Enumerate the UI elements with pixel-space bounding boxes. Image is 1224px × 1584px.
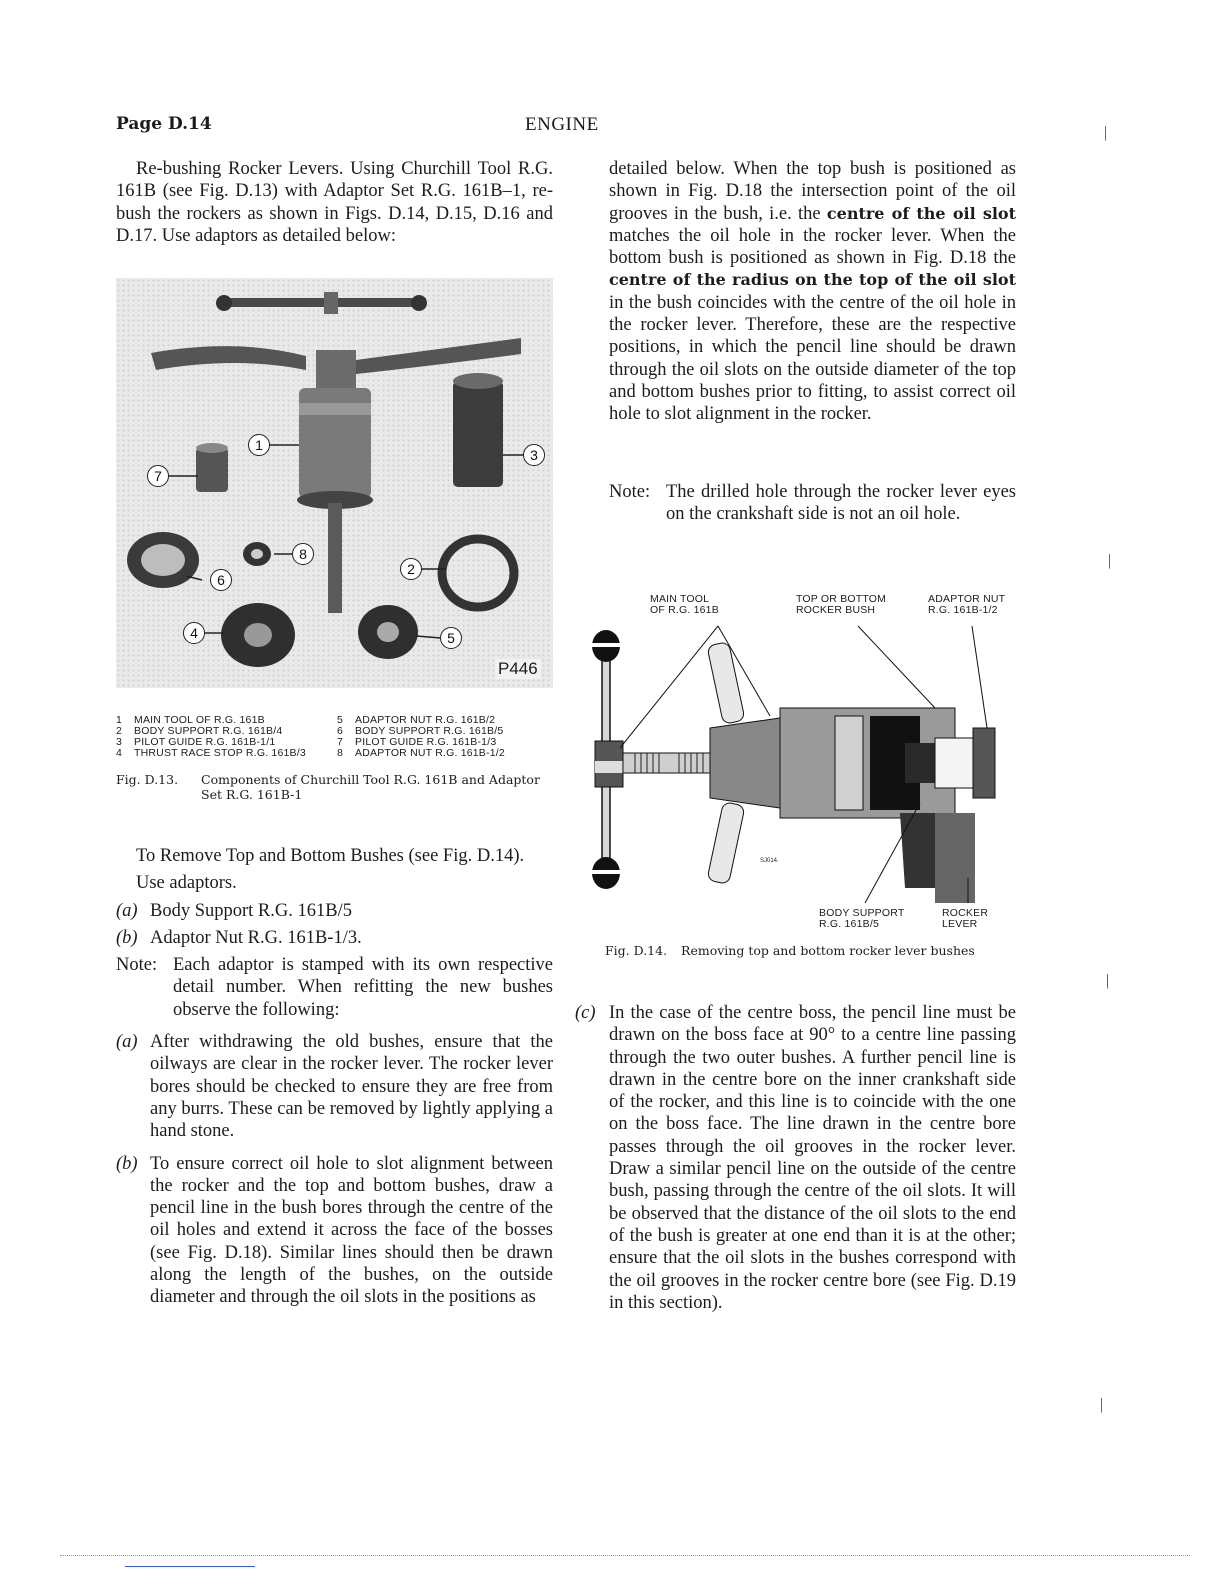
- bottom-blue-rule: [125, 1566, 255, 1567]
- intro-heading: Re-bushing Rocker Levers.: [136, 159, 344, 179]
- right-note-label: Note:: [609, 482, 651, 502]
- callout-6: 6: [210, 569, 232, 591]
- legend-text: MAIN TOOL OF R.G. 161B: [134, 714, 265, 726]
- callout-3: 3: [523, 444, 545, 466]
- callout-2: 2: [400, 558, 422, 580]
- legend-num: 3: [116, 736, 123, 748]
- use-adaptors: Use adaptors.: [136, 873, 237, 894]
- legend-text: ADAPTOR NUT R.G. 161B/2: [355, 714, 496, 726]
- label-rocker-bush-line2: ROCKER BUSH: [796, 604, 876, 616]
- step-c: [575, 1002, 1016, 1314]
- fig-d14-caption-text: Removing top and bottom rocker lever bushes: [681, 943, 975, 958]
- legend-num: 4: [116, 747, 123, 759]
- page-number: Page D.14: [116, 114, 212, 134]
- para1-bold-2: centre of the radius on the top of the oil slot: [609, 270, 1016, 290]
- legend-text: PILOT GUIDE R.G. 161B-1/3: [355, 736, 497, 748]
- legend-text: PILOT GUIDE R.G. 161B-1/1: [134, 736, 276, 748]
- para1-bold-1: centre of the oil slot: [826, 203, 1016, 223]
- right-note-text: The drilled hole through the rocker lever eyes on the crankshaft side is not an oil hole.: [666, 482, 1016, 525]
- legend-num: 6: [337, 725, 344, 737]
- right-note-para: [609, 481, 1016, 526]
- bottom-rule: [60, 1555, 1190, 1556]
- legend-num: 2: [116, 725, 123, 737]
- legend-text: ADAPTOR NUT R.G. 161B-1/2: [355, 747, 505, 759]
- fig-d13-ref: P446: [495, 659, 541, 679]
- step-b-label: (b): [116, 1153, 138, 1174]
- legend-text: THRUST RACE STOP R.G. 161B/3: [134, 747, 306, 759]
- right-note: [609, 481, 1016, 526]
- fig-d14-drawing: [575, 588, 1025, 933]
- legend-num: 5: [337, 714, 344, 726]
- fig-d13-caption-text: Components of Churchill Tool R.G. 161B and Adaptor Set R.G. 161B-1: [201, 772, 540, 802]
- step-a-text: After withdrawing the old bushes, ensure that the oilways are clear in the rocker lever. The rocker lever bores should be checked to ensure they are free from any burrs. These can be removed by lightly applying a hand stone.: [150, 1032, 553, 1142]
- fig-d14: [575, 588, 1025, 933]
- para1-part-c: matches the oil hole in the rocker lever. When the bottom bush is positioned as shown in Fig. D.18 the: [609, 225, 1016, 269]
- adaptor-b: [116, 927, 553, 949]
- adaptor-a-label: (a): [116, 900, 138, 921]
- fig-d14-ref: SJ014.: [760, 858, 779, 864]
- callout-8: 8: [292, 543, 314, 565]
- right-paragraph: [609, 158, 1016, 426]
- callout-1: 1: [248, 434, 270, 456]
- step-b: [116, 1153, 553, 1309]
- label-body-support: [819, 908, 904, 930]
- label-adaptor-nut-line1: ADAPTOR NUT: [928, 593, 1006, 605]
- remove-note: [116, 954, 553, 1021]
- callout-5: 5: [440, 627, 462, 649]
- remove-note-text: Each adaptor is stamped with its own respective detail number. When refitting the new bushes observe the following:: [173, 955, 553, 1020]
- label-rocker-bush-line1: TOP OR BOTTOM: [796, 593, 887, 605]
- label-adaptor-nut-line2: R.G. 161B-1/2: [928, 604, 998, 616]
- step-c-label: (c): [575, 1003, 596, 1023]
- adaptor-a-text: Body Support R.G. 161B/5: [150, 900, 352, 921]
- scan-mark: |: [1100, 1396, 1104, 1413]
- label-body-support-line2: R.G. 161B/5: [819, 918, 879, 930]
- adaptor-a: [116, 900, 553, 922]
- label-body-support-line1: BODY SUPPORT: [819, 907, 905, 919]
- fig-d13-photo: [116, 278, 553, 688]
- legend-num: 8: [337, 747, 344, 759]
- intro-paragraph: [116, 158, 553, 247]
- adaptor-b-label: (b): [116, 927, 138, 948]
- callout-7: 7: [147, 465, 169, 487]
- remove-heading: To Remove Top and Bottom Bushes (see Fig. D.14).: [136, 846, 525, 866]
- fig-d13-drawing: [116, 278, 553, 688]
- fig-d14-caption: [605, 943, 1025, 958]
- step-a-label: (a): [116, 1032, 138, 1053]
- remove-note-label: Note:: [116, 955, 158, 976]
- scan-mark: |: [1106, 972, 1110, 989]
- fig-d13-caption: [116, 772, 561, 802]
- step-b-text: To ensure correct oil hole to slot alignment between the rocker and the top and bottom bushes, draw a pencil line in the bush bores through the centre of the oil holes and extend it across the face of the bosses (see Fig. D.18). Similar lines should then be drawn along the length of the bushes, on the outside diameter and through the oil slots in the positions as: [150, 1153, 553, 1308]
- legend-row: [116, 748, 553, 759]
- fig-d13-caption-label: Fig. D.13.: [116, 772, 179, 787]
- label-rocker-lever: [942, 908, 988, 930]
- label-main-tool-line1: MAIN TOOL: [650, 593, 710, 605]
- legend-text: BODY SUPPORT R.G. 161B/5: [355, 725, 504, 737]
- remove-section: [116, 845, 553, 1309]
- intro-text: Using Churchill Tool R.G. 161B (see Fig. D.13) with Adaptor Set R.G. 161B–1, re-bush the rockers as shown in Figs. D.14, D.15, D.16 and D.17. Use adaptors as detailed below:: [116, 159, 553, 246]
- label-rocker-lever-line2: LEVER: [942, 918, 978, 930]
- scan-mark: |: [1108, 552, 1112, 569]
- adaptor-b-text: Adaptor Nut R.G. 161B-1/3.: [150, 927, 362, 948]
- label-main-tool-line2: OF R.G. 161B: [650, 604, 719, 616]
- scan-mark: |: [1104, 124, 1108, 141]
- step-a: [116, 1031, 553, 1142]
- para1-part-a: detailed below. When the top bush is positioned as shown in Fig. D.18 the intersection point of the oil grooves in the bush, i.e. the: [609, 159, 1016, 224]
- callout-4: 4: [183, 622, 205, 644]
- step-c-block: [575, 1002, 1016, 1314]
- legend-num: 7: [337, 736, 344, 748]
- legend-text: BODY SUPPORT R.G. 161B/4: [134, 725, 283, 737]
- fig-d14-caption-label: Fig. D.14.: [605, 943, 668, 958]
- label-rocker-lever-line1: ROCKER: [942, 907, 989, 919]
- fig-d13-legend: [116, 715, 553, 759]
- section-title: ENGINE: [525, 114, 599, 135]
- para1-part-e: in the bush coincides with the centre of the oil hole in the rocker lever. Therefore, these are the respective positions, in which the pencil line should be drawn through the oil slots on the outside diameter of the top and bottom bushes prior to fitting, to assist correct oil hole to slot alignment in the rocker.: [609, 292, 1016, 425]
- legend-num: 1: [116, 714, 123, 726]
- step-c-text: In the case of the centre boss, the pencil line must be drawn on the boss face at 90° to a centre line passing through the two outer bushes. A further pencil line is drawn in the centre bore on the inner crankshaft side of the rocker, and this line is to coincide with the one on the boss face. The line drawn in the centre bore passes through the oil grooves in the rocker lever. Draw a similar pencil line on the outside of the centre bush, passing through the centre of the oil slots. It will be observed that the distance of the oil slots to the end of the bush is greater at one end than it is at the other; ensure that the oil slots in the bushes correspond with the oil grooves in the rocker centre bore (see Fig. D.19 in this section).: [609, 1003, 1016, 1313]
